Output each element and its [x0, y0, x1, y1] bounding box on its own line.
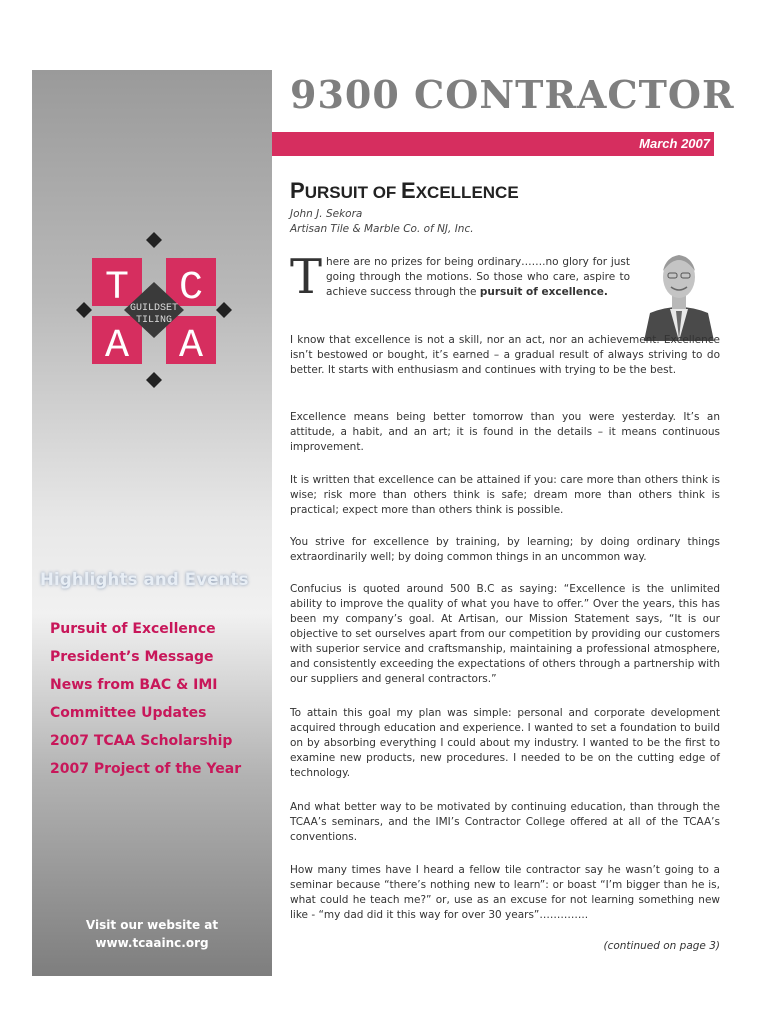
drop-cap: T: [290, 249, 323, 305]
byline: [290, 207, 474, 237]
tcaa-logo: [74, 230, 234, 390]
highlight-item[interactable]: Pursuit of Excellence: [50, 621, 216, 637]
diamond-left-icon: [76, 302, 92, 318]
author-photo: [640, 243, 718, 341]
logo-letter-a2: A: [178, 324, 204, 369]
sidebar: [32, 70, 272, 976]
paragraph: And what better way to be motivated by continuing education, than through the TCAA’s seminars, and the IMI’s Contractor College offered at all of the TCAA’s conventions.: [290, 801, 720, 843]
highlights-title: Highlights and Events: [40, 570, 249, 589]
diamond-right-icon: [216, 302, 232, 318]
logo-letter-a1: A: [104, 324, 130, 369]
logo-letter-c: C: [178, 266, 204, 311]
highlight-item[interactable]: Committee Updates: [50, 705, 207, 721]
issue-date: March 2007: [639, 136, 710, 151]
logo-center-line2: TILING: [135, 315, 173, 326]
paragraph: Excellence means being better tomorrow than you were yesterday. It’s an attitude, a habit, and an art; it is found in the details – it means continuous improvement.: [290, 411, 720, 453]
paragraph: It is written that excellence can be attained if you: care more than others think is wise; risk more than others think is safe; dream more than others think is practical; expect more than others think is possible.: [290, 474, 720, 516]
paragraph: You strive for excellence by training, by learning; by doing ordinary things extraordinarily well; by doing common things in an uncommon way.: [290, 536, 720, 563]
continued-note: (continued on page 3): [603, 940, 720, 952]
author-name: John J. Sekora: [290, 208, 363, 220]
visit-line1: Visit our website at: [85, 918, 219, 932]
visit-website: [32, 916, 272, 952]
diamond-top-icon: [146, 232, 162, 248]
article-title: PURSUIT OF EXCELLENCE: [290, 178, 519, 203]
masthead-title: 9300 CONTRACTOR: [290, 72, 735, 117]
paragraph: Confucius is quoted around 500 B.C as saying: “Excellence is the unlimited ability to improve the quality of what you have to offer.” Over the years, this has been my company’s goal. At Artisan, our Mission Statement says, “It is our objective to set ourselves apart from our competition by providing our customers with superior service and craftsmanship, maintaining a professional atmosphere, and consistently exceeding the expectations of others through a partnership with our suppliers and general contractors.”: [290, 583, 720, 685]
highlight-item[interactable]: News from BAC & IMI: [50, 677, 218, 693]
highlight-item[interactable]: 2007 Project of the Year: [50, 761, 242, 777]
paragraph: How many times have I heard a fellow tile contractor say he wasn’t going to a seminar because “there’s nothing new to learn”: or boast “I’m bigger than he is, what could he teach me?” or, use as an excuse for not learning something new like - “my dad did it this way for over 30 years”…………..: [290, 864, 720, 921]
highlight-item[interactable]: 2007 TCAA Scholarship: [50, 733, 233, 749]
website-link[interactable]: www.tcaainc.org: [95, 936, 209, 950]
date-bar: [272, 132, 714, 156]
paragraph: I know that excellence is not a skill, nor an act, nor an achievement. Excellence isn’t bestowed or bought, it’s earned – a gradual result of always striving to do better. It starts with enthusiasm and continues with trying to be the best.: [290, 334, 720, 376]
logo-letter-t: T: [104, 266, 130, 311]
highlight-item[interactable]: President’s Message: [50, 649, 214, 665]
paragraph: To attain this goal my plan was simple: personal and corporate development acquired through education and experience. I wanted to set a foundation to build on by absorbing everything I could about my industry. I wanted to be the first to examine new products, new procedures. I needed to be on the cutting edge of technology.: [290, 707, 720, 779]
paragraph-intro: There are no prizes for being ordinary…….no glory for just going through the motions. So those who care, aspire to achieve success through the pursuit of excellence.: [290, 249, 630, 305]
logo-center-line1: GUILDSET: [129, 303, 179, 314]
diamond-bottom-icon: [146, 372, 162, 388]
author-company: Artisan Tile & Marble Co. of NJ, Inc.: [290, 223, 474, 235]
highlights-list: [50, 615, 241, 783]
